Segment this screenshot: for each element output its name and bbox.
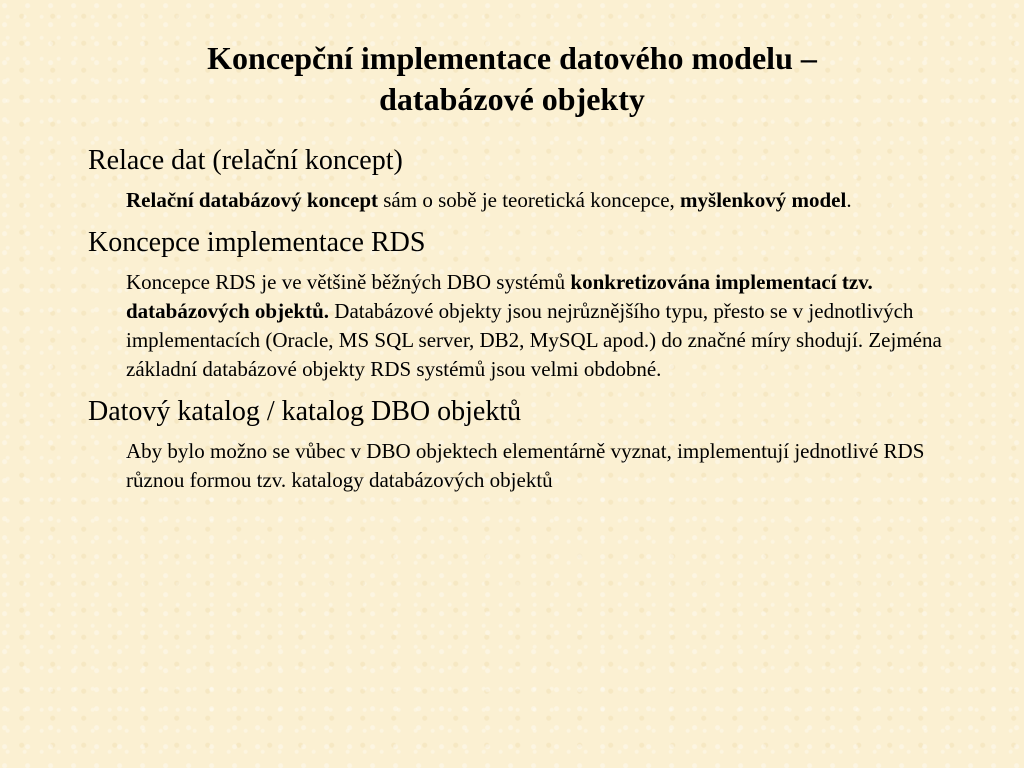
text-run: myšlenkový model [680, 188, 847, 212]
text-run: Relační databázový koncept [126, 188, 378, 212]
slide-title-line-2: databázové objekty [379, 81, 645, 117]
text-run: konkretizována implementací tzv. databázových objektů. [126, 270, 873, 323]
slide-title [0, 38, 1024, 120]
slide-title-line-1: Koncepční implementace datového modelu – [207, 40, 817, 76]
text-run: sám o sobě je teoretická koncepce, [378, 188, 681, 212]
text-run: Aby bylo možno se vůbec v DBO objektech elementárně vyznat, implementují jednotlivé RDS různou formou tzv. katalogy databázových objektů [126, 439, 925, 492]
text-run: Databázové objekty jsou nejrůznějšího typu, přesto se v jednotlivých implementacích (Oracle, MS SQL server, DB2, MySQL apod.) do značné míry shodují. Zejména základní databázové objekty RDS systémů jsou velmi obdobné. [126, 299, 942, 381]
section-heading-datovy-katalog: Datový katalog / katalog DBO objektů [88, 396, 522, 427]
section-body-koncepce-implementace [126, 268, 948, 384]
text-run: Koncepce RDS je ve většině běžných DBO systémů [126, 270, 571, 294]
text-run: . [846, 188, 852, 212]
section-body-relace-dat [126, 186, 948, 215]
slide-content [88, 144, 948, 506]
section-body-datovy-katalog [126, 437, 948, 495]
section-heading-koncepce-implementace: Koncepce implementace RDS [88, 227, 426, 258]
section-heading-relace-dat: Relace dat (relační koncept) [88, 145, 403, 176]
